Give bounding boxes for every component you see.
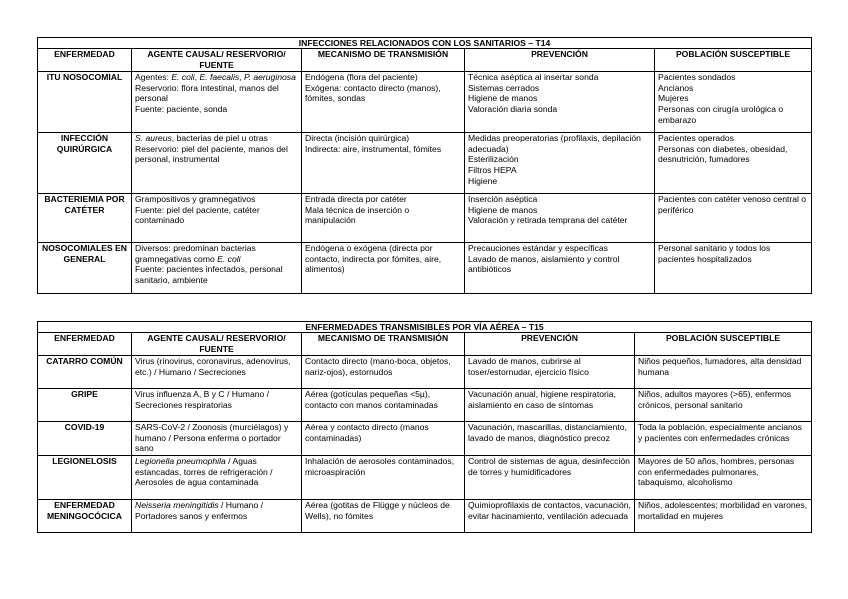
column-header: POBLACIÓN SUSCEPTIBLE: [635, 333, 812, 356]
cell-line: Virus influenza A, B y C / Humano / Secreciones respiratorias: [135, 389, 270, 410]
cell-line: Quimioprofilaxis de contactos, vacunación, evitar hacinamiento, ventilación adecuada: [468, 499, 631, 521]
prevention-cell: [465, 422, 635, 456]
cell-line: [135, 500, 298, 521]
column-header: AGENTE CAUSAL/ RESERVORIO/ FUENTE: [132, 49, 302, 72]
cell-line: Fuente: pacientes infectados, personal sanitario, ambiente: [135, 264, 283, 285]
species-name: E. faecalis: [199, 72, 240, 83]
cell-line: Pacientes con catéter venoso central o periférico: [658, 194, 807, 215]
cell-line: Sistemas cerrados: [468, 82, 540, 93]
cell-line: Personas con diabetes, obesidad, desnutrición, fumadores: [658, 143, 788, 165]
column-header: MECANISMO DE TRANSMISIÓN: [302, 49, 465, 72]
table-row: [38, 422, 812, 456]
cell-line: Mujeres: [658, 93, 689, 104]
species-name: E. coli: [171, 72, 195, 83]
column-header: ENFERMEDAD: [38, 49, 132, 72]
mechanism-cell: [302, 455, 465, 499]
cell-line: Higiene: [468, 175, 498, 186]
species-name: P. aeruginosa: [243, 72, 296, 83]
population-cell: [635, 422, 812, 456]
prevention-cell: [465, 194, 655, 243]
cell-line: [135, 72, 298, 83]
disease-name: NOSOCOMIALES EN GENERAL: [38, 243, 132, 294]
mechanism-cell: [302, 422, 465, 456]
cell-line: Toda la población, especialmente ancianos y pacientes con enfermedades crónicas: [638, 422, 802, 443]
text-part: , bacterias de piel u otras: [171, 133, 268, 144]
cell-line: Mayores de 50 años, hombres, personas con enfermedades pulmonares, tabaquismo, alcoholismo: [638, 455, 795, 488]
cell-line: Endógena o exógena (directa por contacto, indirecta por fómites, aire, alimentos): [305, 243, 442, 275]
table-row: [38, 455, 812, 499]
cell-line: Entrada directa por catéter: [305, 194, 407, 205]
text-part: ,: [194, 72, 200, 83]
species-name: Neisseria meningitidis: [135, 499, 219, 510]
disease-name: COVID-19: [38, 422, 132, 456]
healthcare-infections-table: [37, 37, 812, 294]
column-header: MECANISMO DE TRANSMISIÓN: [302, 333, 465, 356]
cell-line: Niños pequeños, fumadores, alta densidad humana: [638, 356, 802, 377]
cell-line: Medidas preoperatorias (profilaxis, depilación adecuada): [468, 133, 641, 154]
agent-cell: [132, 194, 302, 243]
cell-line: Aérea (gotitas de Flügge y núcleos de Wells), no fómites: [305, 499, 450, 521]
mechanism-cell: [302, 133, 465, 194]
species-name: S. aureus: [135, 133, 172, 144]
table-title: ENFERMEDADES TRANSMISIBLES POR VÍA AÉREA – T15: [38, 322, 812, 333]
mechanism-cell: [302, 194, 465, 243]
column-header: PREVENCIÓN: [465, 333, 635, 356]
prevention-cell: [465, 455, 635, 499]
mechanism-cell: [302, 389, 465, 422]
cell-line: Pacientes operados: [658, 133, 734, 144]
population-cell: [635, 455, 812, 499]
cell-line: Fuente: paciente, sonda: [135, 103, 228, 114]
cell-line: Contacto directo (mano-boca, objetos, nariz-ojos), estornudos: [305, 356, 451, 377]
cell-line: Inserción aséptica: [468, 194, 538, 205]
cell-line: Niños, adultos mayores (>65), enfermos crónicos, personal sanitario: [638, 389, 792, 410]
cell-line: Endógena (flora del paciente): [305, 72, 418, 83]
cell-line: Control de sistemas de agua, desinfección de torres y humidificadores: [468, 455, 630, 477]
agent-cell: [132, 422, 302, 456]
table-row: [38, 389, 812, 422]
disease-name: ENFERMEDAD MENINGOCÓCICA: [38, 499, 132, 532]
cell-line: Aérea y contacto directo (manos contaminadas): [305, 422, 429, 443]
population-cell: [655, 243, 812, 294]
population-cell: [635, 389, 812, 422]
table-row: [38, 72, 812, 133]
cell-line: Virus (rinovirus, coronavirus, adenovirus, etc.) / Humano / Secreciones: [135, 356, 291, 377]
cell-line: Valoración y retirada temprana del catéter: [468, 215, 628, 226]
prevention-cell: [465, 72, 655, 133]
cell-line: Niños, adolescentes; morbilidad en varones, mortalidad en mujeres: [638, 499, 808, 521]
text-part: / Humano / Portadores sanos y enfermos: [135, 499, 264, 521]
disease-name: ITU NOSOCOMIAL: [38, 72, 132, 133]
table-row: [38, 243, 812, 294]
cell-line: Fuente: piel del paciente, catéter contaminado: [135, 204, 260, 226]
population-cell: [635, 499, 812, 532]
table-row: [38, 356, 812, 389]
cell-line: Personal sanitario y todos los pacientes hospitalizados: [658, 243, 771, 264]
cell-line: Aérea (gotículas pequeñas <5µ), contacto con manos contaminadas: [305, 389, 438, 410]
cell-line: Higiene de manos: [468, 204, 538, 215]
prevention-cell: [465, 356, 635, 389]
text-part: Diversos: predominan bacterias gramnegativas como: [135, 243, 256, 264]
cell-line: SARS-CoV-2 / Zoonosis (murciélagos) y humano / Persona enferma o portador sano: [135, 422, 289, 454]
population-cell: [655, 133, 812, 194]
cell-line: Higiene de manos: [468, 93, 538, 104]
agent-cell: [132, 133, 302, 194]
population-cell: [655, 72, 812, 133]
cell-line: Lavado de manos, aislamiento y control antibióticos: [468, 253, 620, 275]
prevention-cell: [465, 243, 655, 294]
disease-name: GRIPE: [38, 389, 132, 422]
column-header: ENFERMEDAD: [38, 333, 132, 356]
table-row: [38, 499, 812, 532]
disease-name: LEGIONELOSIS: [38, 455, 132, 499]
cell-line: [135, 243, 298, 264]
cell-line: Vacunación anual, higiene respiratoria, aislamiento en caso de síntomas: [468, 389, 616, 410]
agent-cell: [132, 455, 302, 499]
cell-line: [135, 456, 298, 488]
disease-name: BACTERIEMIA POR CATÉTER: [38, 194, 132, 243]
column-header: PREVENCIÓN: [465, 49, 655, 72]
disease-name: CATARRO COMÚN: [38, 356, 132, 389]
table-title: INFECCIONES RELACIONADOS CON LOS SANITARIOS – T14: [38, 38, 812, 49]
table-row: [38, 133, 812, 194]
airborne-diseases-table: [37, 321, 812, 533]
cell-line: Vacunación, mascarillas, distanciamiento, lavado de manos, diagnóstico precoz: [468, 422, 627, 443]
agent-cell: [132, 356, 302, 389]
cell-line: Técnica aséptica al insertar sonda: [468, 72, 599, 83]
cell-line: Mala técnica de inserción o manipulación: [305, 204, 410, 226]
cell-line: Ancianos: [658, 82, 694, 93]
header-row: [38, 49, 812, 72]
cell-line: Personas con cirugía urológica o embarazo: [658, 103, 784, 125]
text-part: ,: [239, 72, 244, 83]
cell-line: Lavado de manos, cubrirse al toser/estornudar, ejercicio físico: [468, 356, 589, 377]
cell-line: Indirecta: aire, instrumental, fómites: [305, 143, 442, 154]
cell-line: Valoración diaria sonda: [468, 103, 558, 114]
cell-line: Inhalación de aerosoles contaminados, microaspiración: [305, 455, 455, 477]
cell-line: Pacientes sondados: [658, 72, 736, 83]
mechanism-cell: [302, 243, 465, 294]
cell-line: Filtros HEPA: [468, 164, 517, 175]
table-title-row: [38, 322, 812, 333]
cell-line: [135, 133, 298, 144]
header-row: [38, 333, 812, 356]
table-title-row: [38, 38, 812, 49]
cell-line: Reservorio: piel del paciente, manos del personal, instrumental: [135, 143, 288, 165]
prevention-cell: [465, 389, 635, 422]
cell-line: Grampositivos y gramnegativos: [135, 194, 256, 205]
cell-line: Directa (incisión quirúrgica): [305, 133, 410, 144]
agent-cell: [132, 72, 302, 133]
mechanism-cell: [302, 356, 465, 389]
cell-line: Exógena: contacto directo (manos), fómites, sondas: [305, 82, 441, 104]
column-header: AGENTE CAUSAL/ RESERVORIO/ FUENTE: [132, 333, 302, 356]
population-cell: [655, 194, 812, 243]
prevention-cell: [465, 499, 635, 532]
mechanism-cell: [302, 72, 465, 133]
mechanism-cell: [302, 499, 465, 532]
table-row: [38, 194, 812, 243]
agent-cell: [132, 389, 302, 422]
cell-line: Reservorio: flora intestinal, manos del personal: [135, 82, 279, 104]
cell-line: Esterilización: [468, 154, 519, 165]
text-part: Agentes:: [135, 72, 172, 83]
species-name: E. coli: [217, 253, 241, 264]
column-header: POBLACIÓN SUSCEPTIBLE: [655, 49, 812, 72]
cell-line: Precauciones estándar y específicas: [468, 243, 608, 254]
species-name: Legionella pneumophila: [135, 455, 226, 466]
agent-cell: [132, 243, 302, 294]
agent-cell: [132, 499, 302, 532]
text-part: / Aguas estancadas, torres de refrigeración / Aerosoles de agua contaminada: [135, 455, 273, 488]
prevention-cell: [465, 133, 655, 194]
population-cell: [635, 356, 812, 389]
disease-name: INFECCIÓN QUIRÚRGICA: [38, 133, 132, 194]
